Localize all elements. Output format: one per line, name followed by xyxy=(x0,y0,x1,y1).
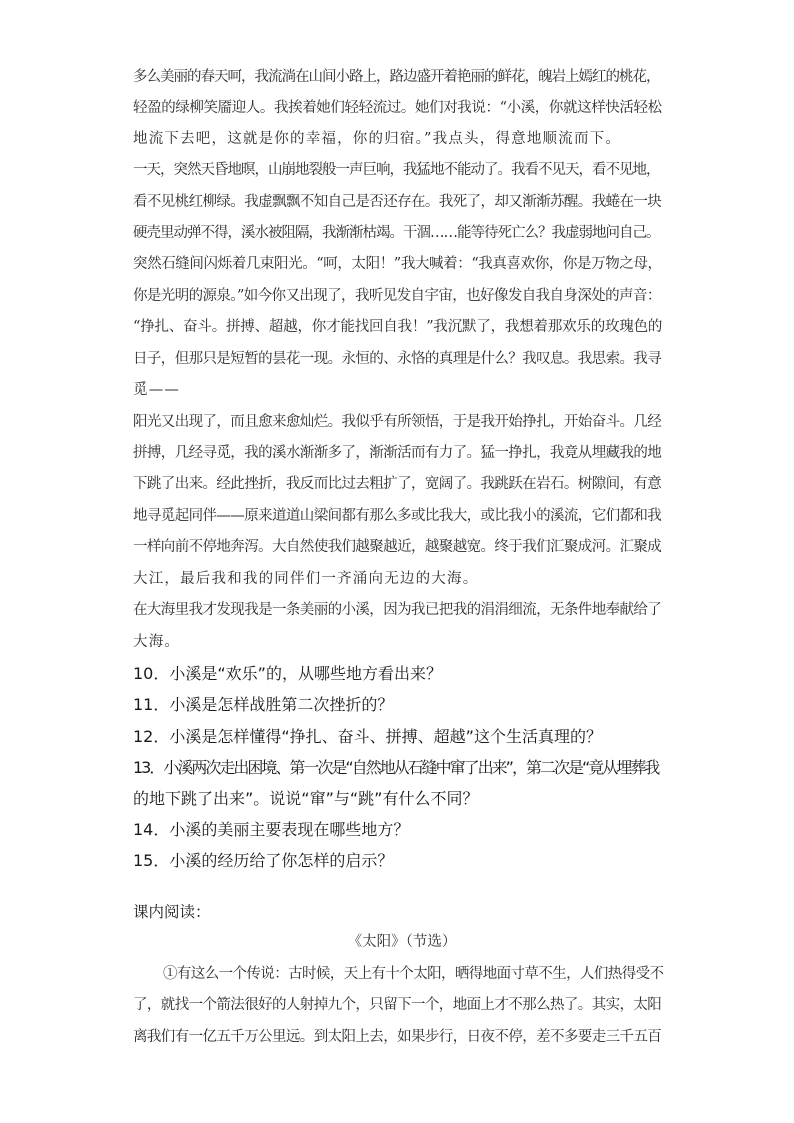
passage-line: 觅—— xyxy=(133,382,181,398)
passage-line: 大江，最后我和我的同伴们一齐涌向无边的大海。 xyxy=(133,571,479,587)
section-label: 课内阅读： xyxy=(133,903,211,921)
passage-title: 《太阳》（节选） xyxy=(347,934,457,950)
question-10: 10．小溪是“欢乐”的，从哪些地方看出来？ xyxy=(133,664,442,683)
question-13-continued: 的地下跳了出来”。说说“窜”与“跳”有什么不同？ xyxy=(133,789,479,808)
passage-line: 你是光明的源泉。”如今你又出现了，我听见发自宇宙，也好像发自我自身深处的声音： xyxy=(133,288,661,304)
passage-line: 多么美丽的春天呵，我流淌在山间小路上，路边盛开着艳丽的鲜花，魄岩上嫣红的桃花， xyxy=(133,69,660,85)
question-14: 14．小溪的美丽主要表现在哪些地方？ xyxy=(133,820,410,839)
passage-line: 看不见桃红柳绿。我虚飘飘不知自己是否还存在。我死了，却又渐渐苏醒。我蜷在一块 xyxy=(133,194,662,210)
passage-line: 离我们有一亿五千万公里远。到太阳上去，如果步行，日夜不停，差不多要走三千五百 xyxy=(133,1029,662,1045)
passage-line: 拼搏，几经寻觅，我的溪水渐渐多了，渐渐活而有力了。猛一挣扎，我竟从埋藏我的地 xyxy=(133,445,662,461)
question-11: 11．小溪是怎样战胜第二次挫折的？ xyxy=(133,695,394,714)
passage-line: 了，就找一个箭法很好的人射掉九个，只留下一个，地面上才不那么热了。其实，太阳 xyxy=(133,997,662,1013)
passage-line: ①有这么一个传说：古时候，天上有十个太阳，晒得地面寸草不生，人们热得受不 xyxy=(163,966,664,982)
passage-line: 日子，但那只是短暂的昙花一现。永恒的、永恪的真理是什么？我叹息。我思索。我寻 xyxy=(133,351,662,367)
passage-line: 地寻觅起同伴——原来道道山梁间都有那么多或比我大，或比我小的溪流，它们都和我 xyxy=(133,508,662,524)
question-15: 15．小溪的经历给了你怎样的启示？ xyxy=(133,851,394,870)
passage-line: “挣扎、奋斗。拼搏、超越，你才能找回自我！”我沉默了，我想着那欢乐的玫瑰色的 xyxy=(133,319,663,335)
passage-line: 突然石缝间闪烁着几束阳光。“呵，太阳！”我大喊着：“我真喜欢你，你是万物之母， xyxy=(133,256,662,272)
question-12: 12．小溪是怎样懂得“挣扎、奋斗、拼搏、超越”这个生活真理的？ xyxy=(133,727,602,746)
passage-line: 在大海里我才发现我是一条美丽的小溪，因为我已把我的涓涓细流，无条件地奉献给了 xyxy=(133,602,662,618)
passage-line: 地流下去吧，这就是你的幸福，你的归宿。”我点头，得意地顺流而下。 xyxy=(133,131,622,147)
passage-line: 轻盈的绿柳笑靥迎人。我挨着她们轻轻流过。她们对我说：“小溪，你就这样快活轻松 xyxy=(133,100,662,116)
passage-line: 硬壳里动弹不得，溪水被阻隔，我渐渐枯竭。干涸……能等待死亡么？我虚弱地问自己。 xyxy=(133,225,660,241)
passage-line: 阳光又出现了，而且愈来愈灿烂。我似乎有所领悟，于是我开始挣扎，开始奋斗。几经 xyxy=(133,414,662,430)
question-13: 13．小溪两次走出困境、第一次是“自然地从石缝中窜了出来”，第二次是“竟从埋葬我 xyxy=(133,758,659,777)
passage-line: 一样向前不停地奔泻。大自然使我们越聚越近，越聚越宽。终于我们汇聚成河。汇聚成 xyxy=(133,539,662,555)
passage-line: 大海。 xyxy=(133,634,181,650)
passage-line: 一天，突然天昏地暝，山崩地裂般一声巨响，我猛地不能动了。我看不见天，看不见地， xyxy=(133,162,660,178)
passage-line: 下跳了出来。经此挫折，我反而比过去粗扩了，宽阔了。我跳跃在岩石。树隙间，有意 xyxy=(133,476,662,492)
